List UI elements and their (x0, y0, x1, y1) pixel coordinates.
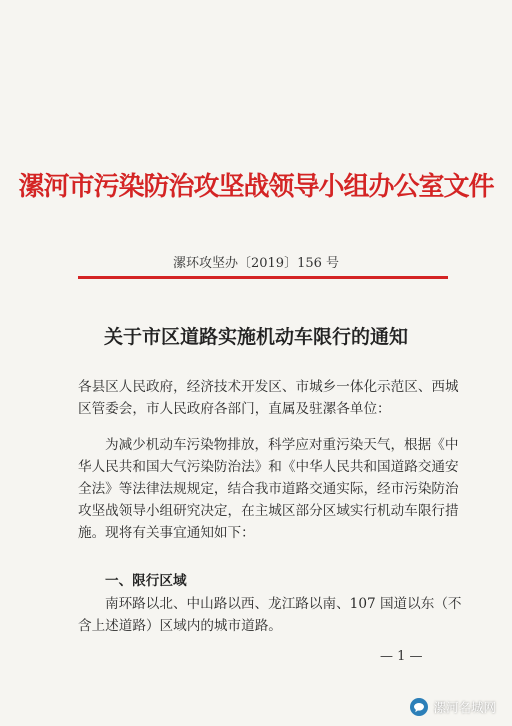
notice-title: 关于市区道路实施机动车限行的通知 (103, 326, 408, 348)
intro-line: 全法》等法律法规规定，结合我市道路交通实际，经市污染防治 (78, 481, 459, 497)
section-heading: 一、限行区域 (105, 573, 187, 589)
intro-paragraph (78, 434, 459, 544)
addressee-line: 区管委会，市人民政府各部门，直属及驻漯各单位： (78, 401, 391, 417)
red-divider-line (78, 276, 448, 279)
intro-line: 施。现将有关事宜通知如下： (78, 525, 255, 541)
document-number: 漯环攻坚办〔2019〕156 号 (172, 256, 340, 271)
section1-line: 南环路以北、中山路以西、龙江路以南、107 国道以东（不 (105, 596, 462, 612)
chat-bubble-icon (410, 698, 428, 716)
watermark-text: 漯河名城网 (433, 700, 496, 715)
section1-line: 含上述道路）区域内的城市道路。 (78, 618, 282, 634)
intro-line: 为减少机动车污染物排放，科学应对重污染天气，根据《中 (105, 437, 459, 453)
addressee-line: 各县区人民政府，经济技术开发区、市城乡一体化示范区、西城 (78, 379, 459, 395)
addressee-paragraph (78, 376, 459, 420)
source-watermark (410, 698, 496, 716)
intro-line: 华人民共和国大气污染防治法》和《中华人民共和国道路交通安 (78, 459, 459, 475)
page-number: — 1 — (380, 649, 423, 664)
intro-line: 攻坚战领导小组研究决定，在主城区部分区域实行机动车限行措 (78, 503, 459, 519)
section1-paragraph (78, 593, 462, 637)
issuing-office-title: 漯河市污染防治攻坚战领导小组办公室文件 (18, 172, 494, 202)
